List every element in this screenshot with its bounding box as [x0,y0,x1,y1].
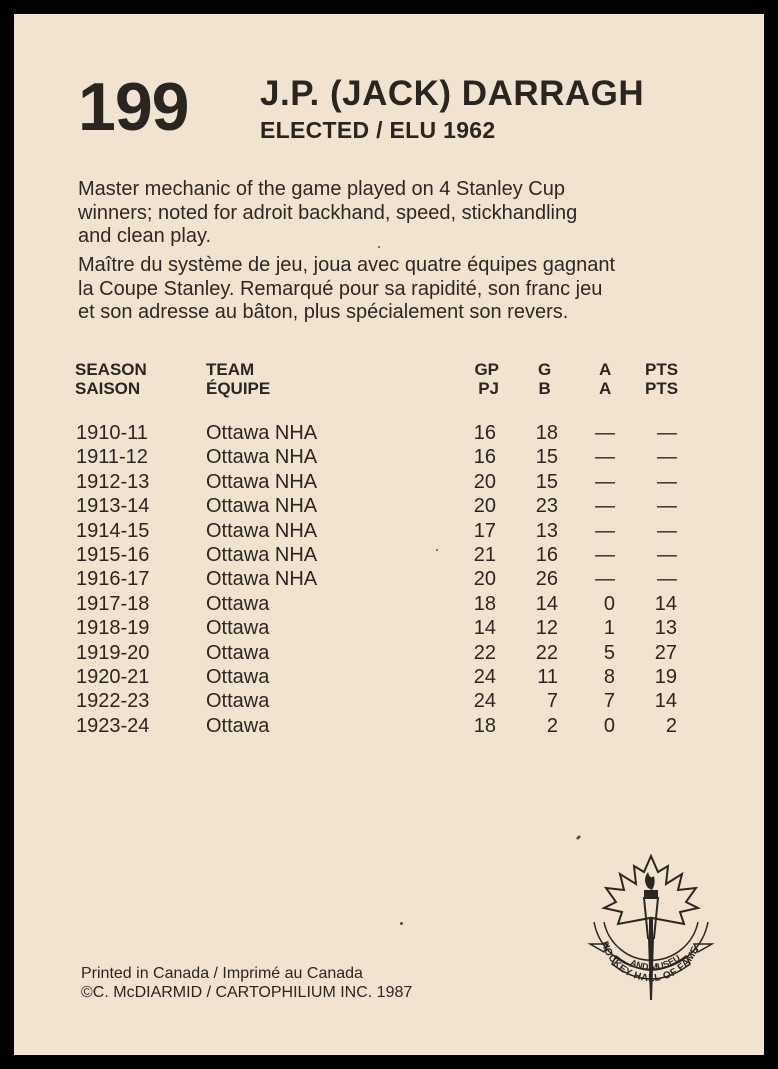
header-season [75,360,147,398]
cell-a: — [595,446,615,469]
cell-season: 1919-20 [76,641,150,664]
cell-season: 1920-21 [76,666,150,688]
paper-speck [400,922,403,925]
table-row [14,544,764,568]
cell-a: — [595,470,615,493]
header-g-en: G [538,360,552,379]
cell-team: Ottawa NHA [206,446,318,469]
table-row [14,422,764,446]
logo-text-top: HOCKEY HALL OF FAME [598,940,702,985]
cell-g: 11 [537,666,558,688]
cell-season: 1910-11 [76,422,148,444]
cell-gp: 20 [473,568,496,591]
cell-team: Ottawa [206,714,270,737]
header-g-fr: B [538,379,551,398]
cell-g: 16 [535,544,558,566]
bio-english-line: winners; noted for adroit backhand, speed, stickhandling [78,201,578,224]
cell-team: Ottawa NHA [206,568,318,591]
cell-a: 0 [603,592,615,615]
cell-g: 7 [546,690,558,713]
cell-gp: 20 [473,470,496,493]
cell-pts: — [657,544,677,566]
header-team [206,360,270,398]
paper-speck [378,246,380,248]
header-a-en: A [599,360,612,379]
paper-speck [576,835,582,841]
table-row [14,471,764,495]
table-row [14,617,764,641]
header-pts-en: PTS [645,360,679,379]
header-a [599,360,611,398]
card-back [14,14,764,1055]
header-gp [474,360,499,398]
cell-team: Ottawa NHA [206,544,318,566]
cell-team: Ottawa NHA [206,495,318,518]
cell-team: Ottawa NHA [206,470,318,493]
cell-a: 8 [603,666,615,688]
cell-season: 1923-24 [76,714,150,737]
elected-year: ELECTED / ELU 1962 [260,117,496,143]
cell-a: 1 [603,617,615,640]
cell-gp: 21 [473,544,496,566]
cell-season: 1917-18 [76,592,150,615]
cell-pts: — [657,422,677,444]
cell-gp: 20 [473,495,496,518]
bio-french-line: Maître du système de jeu, joua avec quatre équipes gagnant [78,254,616,276]
cell-season: 1915-16 [76,544,150,566]
cell-a: — [595,519,615,542]
cell-g: 15 [535,446,558,469]
header-team-fr: ÉQUIPE [206,379,271,398]
header-pts-fr: PTS [645,379,679,398]
cell-team: Ottawa NHA [206,519,318,542]
cell-a: 5 [603,641,615,664]
cell-g: 2 [546,714,558,737]
cell-gp: 18 [473,714,496,737]
header-team-en: TEAM [206,360,255,379]
cell-gp: 24 [473,690,496,713]
card-number: 199 [78,69,189,145]
cell-a: — [595,495,615,518]
cell-gp: 24 [473,666,496,688]
table-row [14,715,764,739]
header-a-fr: A [599,379,612,398]
cell-team: Ottawa [206,690,270,713]
hockey-hall-of-fame-torch-maple-leaf-icon [586,852,716,1002]
header-season-fr: SAISON [75,379,141,398]
table-row [14,568,764,592]
header-pts [645,360,678,398]
header-g [538,360,551,398]
table-row [14,495,764,519]
cell-season: 1912-13 [76,470,150,493]
header-season-en: SEASON [75,360,147,379]
paper-speck [436,549,438,551]
cell-pts: — [657,446,677,469]
cell-g: 18 [535,422,558,444]
cell-pts: — [657,495,677,518]
cell-pts: 27 [654,641,677,664]
cell-gp: 17 [473,519,496,542]
cell-a: — [595,422,615,444]
logo-text-bottom: AND MUSEU [628,952,682,973]
cell-a: 0 [603,714,615,737]
header-gp-fr: PJ [478,379,499,398]
cell-season: 1911-12 [76,446,148,469]
cell-pts: 13 [654,617,677,640]
cell-season: 1916-17 [76,568,150,591]
cell-team: Ottawa [206,666,270,688]
cell-team: Ottawa [206,592,270,615]
cell-pts: 14 [654,592,677,615]
cell-team: Ottawa NHA [206,422,318,444]
bio-english [78,178,728,249]
cell-pts: 2 [665,714,677,737]
cell-g: 14 [535,592,558,615]
cell-pts: 19 [654,666,677,688]
cell-gp: 16 [473,446,496,469]
cell-pts: — [657,470,677,493]
table-row [14,520,764,544]
cell-g: 13 [535,519,558,542]
cell-gp: 22 [473,641,496,664]
cell-season: 1918-19 [76,617,150,640]
bio-english-line: Master mechanic of the game played on 4 Stanley Cup [78,178,565,200]
header-gp-en: GP [474,360,499,379]
cell-gp: 18 [473,592,496,615]
cell-season: 1922-23 [76,690,150,713]
cell-team: Ottawa [206,617,270,640]
bio-english-line: and clean play. [78,225,212,247]
cell-a: 7 [603,690,615,713]
printed-credit [81,964,412,1002]
player-name: J.P. (JACK) DARRAGH [260,74,645,113]
copyright-line: ©C. McDIARMID / CARTOPHILIUM INC. 1987 [81,984,413,1001]
cell-pts: 14 [654,690,677,713]
cell-gp: 16 [473,422,496,444]
table-row [14,666,764,690]
bio-french-line: et son adresse au bâton, plus spécialement son revers. [78,301,569,323]
cell-g: 22 [535,641,558,664]
table-row [14,690,764,714]
hockey-hall-of-fame-logo [586,852,716,1007]
cell-g: 12 [535,617,558,640]
table-row [14,593,764,617]
cell-season: 1914-15 [76,519,150,542]
cell-a: — [595,568,615,591]
cell-g: 23 [535,495,558,518]
printed-in-canada: Printed in Canada / Imprimé au Canada [81,965,363,982]
cell-team: Ottawa [206,641,270,664]
table-row [14,446,764,470]
cell-season: 1913-14 [76,495,150,518]
cell-g: 15 [535,470,558,493]
bio-french-line: la Coupe Stanley. Remarqué pour sa rapidité, son franc jeu [78,277,603,300]
cell-pts: — [657,519,677,542]
cell-a: — [595,544,615,566]
cell-gp: 14 [473,617,496,640]
table-row [14,642,764,666]
cell-g: 26 [535,568,558,591]
cell-pts: — [657,568,677,591]
bio-french [78,254,728,325]
